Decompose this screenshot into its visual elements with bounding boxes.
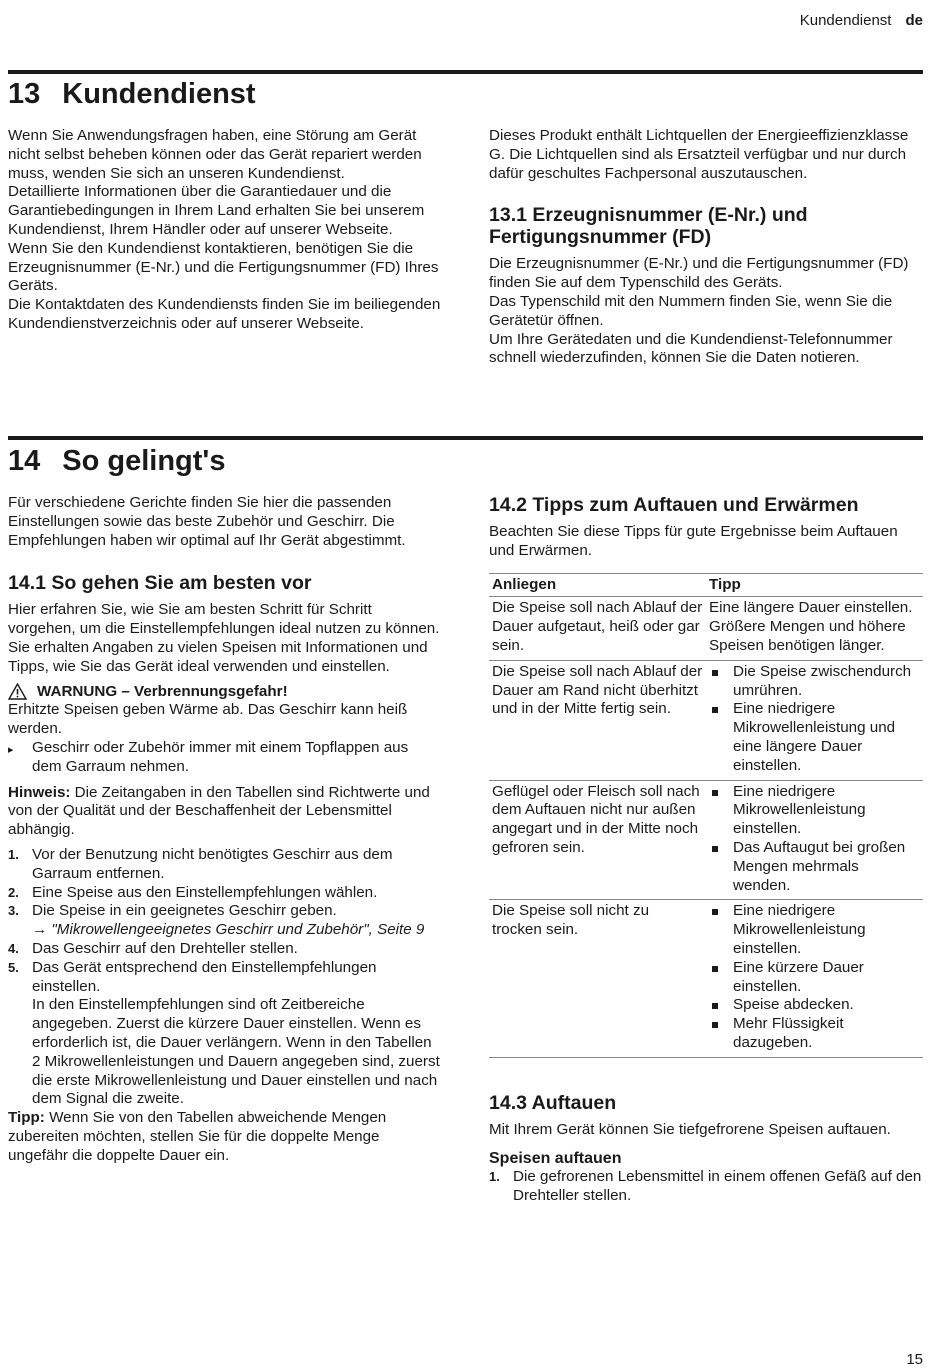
table-cell [706,900,923,1057]
note [8,784,440,840]
list-item [8,902,440,940]
subsection-14-3-heading: 14.3 Auftauen [489,1091,617,1114]
subsection-13-1-heading: 13.1 Erzeugnisnummer (E-Nr.) und Fertigungsnummer (FD) [489,204,808,249]
column-header: Anliegen [489,573,706,597]
warning-action [8,739,440,777]
step-number: 4. [8,940,19,956]
paragraph: Detaillierte Informationen über die Garantiedauer und die Garantiebedingungen in Ihrem Land erhalten Sie bei unserem Kundendienst, Ihrem Händler oder auf unserer Webseite. [8,183,425,238]
list-item [709,839,920,895]
section-rule [8,70,923,74]
list-item [709,1015,920,1053]
paragraph: Um Ihre Gerätedaten und die Kundendienst-Telefonnummer schnell wiederzufinden, können Sie die Daten notieren. [489,330,893,367]
table-row [489,597,923,660]
list-item [709,902,920,958]
paragraph: Hier erfahren Sie, wie Sie am besten Schritt für Schritt vorgehen, um die Einstellempfehlungen ideal nutzen zu können. Sie erhalten Angaben zu vielen Speisen mit Informationen und Tipps, wie Sie das Gerät ideal verwenden und einstellen. [8,601,440,675]
square-bullet-icon [709,700,733,775]
table-row [489,660,923,780]
warning-action-text: Geschirr oder Zubehör immer mit einem Topflappen aus dem Garraum nehmen. [32,738,409,775]
bullet-text: Das Auftaugut bei großen Mengen mehrmals wenden. [733,838,906,894]
paragraph: Beachten Sie diese Tipps für gute Ergebnisse beim Auftauen und Erwärmen. [489,523,898,559]
list-item [709,663,920,701]
section-number: 13 [8,78,41,110]
paragraph: Wenn Sie Anwendungsfragen haben, eine Störung am Gerät nicht selbst beheben können oder das Gerät repariert werden muss, wenden Sie sich an unseren Kundendienst. [8,127,422,182]
section-13-left-column [8,127,442,334]
square-bullet-icon [709,902,733,958]
step-number: 1. [8,846,19,862]
table-cell [706,780,923,900]
bullet-text: Eine niedrigere Mikrowellenleistung einstellen. [733,782,866,838]
step-text: Das Geschirr auf den Drehteller stellen. [32,939,298,957]
page-number: 15 [906,1351,923,1368]
sub-heading: Speisen auftauen [489,1149,622,1167]
table-row [489,900,923,1057]
bullet-text: Speise abdecken. [733,996,854,1014]
table-cell: Die Speise soll nicht zu trocken sein. [489,900,706,1057]
table-row [489,780,923,900]
list-item [709,700,920,775]
square-bullet-icon [709,1015,733,1053]
step-text: Eine Speise aus den Einstellempfehlungen wählen. [32,883,378,901]
steps-list [8,846,440,1109]
table-cell: Eine längere Dauer einstellen. Größere Mengen und höhere Speisen benötigen länger. [706,597,923,660]
square-bullet-icon [709,996,733,1015]
section-title: Kundendienst [62,78,256,110]
paragraph: Wenn Sie den Kundendienst kontaktieren, benötigen Sie die Erzeugnisnummer (E-Nr.) und die Fertigungsnummer (FD) Ihres Geräts. [8,239,439,295]
step-text: Vor der Benutzung nicht benötigtes Geschirr aus dem Garraum entfernen. [32,845,393,882]
list-item [8,846,440,884]
step-extra-text: In den Einstellempfehlungen sind oft Zeitbereiche angegeben. Zuerst die kürzere Dauer einstellen. Wenn es erforderlich ist, die Dauer verlängern. Wenn in den Tabellen 2 Mikrowellenleistungen und Dauern angegeben sind, zuerst die erste Mikrowellenleistung und Dauer einstellen und nach dem Signal die zweite. [32,996,440,1108]
list-item [8,940,440,959]
cross-reference-link[interactable]: → "Mikrowellengeeignetes Geschirr und Zubehör", Seite 9 [32,921,425,939]
warning-triangle-icon [8,683,27,700]
paragraph: Mit Ihrem Gerät können Sie tiefgefrorene Speisen auftauen. [489,1120,891,1138]
section-title: So gelingt's [62,445,226,477]
section-number: 14 [8,445,41,477]
section-14-right-column [489,494,923,1206]
step-number: 3. [8,903,19,919]
warning-text: Erhitzte Speisen geben Wärme ab. Das Geschirr kann heiß werden. [8,701,408,738]
running-header [800,12,923,29]
bullet-text: Eine niedrigere Mikrowellenleistung einstellen. [733,902,866,957]
tips-table [489,573,923,1058]
note-label: Hinweis: [8,783,71,801]
square-bullet-icon [709,663,733,701]
list-item [8,959,440,1109]
warning-heading [8,683,440,702]
triangle-bullet-icon: ▸ [8,743,14,756]
paragraph: Für verschiedene Gerichte finden Sie hier die passenden Einstellungen sowie das beste Zubehör und Geschirr. Die Empfehlungen haben wir optimal auf Ihr Gerät abgestimmt. [8,494,406,549]
header-section: Kundendienst [799,12,892,29]
section-rule [8,436,923,440]
list-item [709,959,920,997]
section-14-heading [8,445,225,478]
square-bullet-icon [709,783,733,839]
table-cell: Die Speise soll nach Ablauf der Dauer am Rand nicht überhitzt und in der Mitte fertig sein. [489,660,706,780]
column-header: Tipp [706,573,923,597]
paragraph: Dieses Produkt enthält Lichtquellen der Energieeffizienzklasse G. Die Lichtquellen sind als Ersatzteil verfügbar und nur durch dafür geschultes Fachpersonal auszutauschen. [489,127,909,182]
bullet-text: Mehr Flüssigkeit dazugeben. [733,1015,844,1051]
table-cell: Geflügel oder Fleisch soll nach dem Auftauen nicht nur außen angegart und in der Mitte noch gefroren sein. [489,780,706,900]
tip [8,1109,440,1165]
subsection-14-1-heading: 14.1 So gehen Sie am besten vor [8,572,312,595]
tip-label: Tipp: [8,1109,45,1127]
paragraph: Das Typenschild mit den Nummern finden Sie, wenn Sie die Gerätetür öffnen. [489,292,893,329]
section-13-heading [8,78,256,111]
header-language: de [905,12,923,29]
bullet-text: Die Speise zwischendurch umrühren. [733,662,912,699]
list-item [709,996,920,1015]
paragraph: Die Erzeugnisnummer (E-Nr.) und die Fertigungsnummer (FD) finden Sie auf dem Typenschild des Geräts. [489,255,909,292]
bullet-text: Eine kürzere Dauer einstellen. [733,958,864,995]
tip-text: Wenn Sie von den Tabellen abweichende Mengen zubereiten möchten, stellen Sie für die doppelte Menge ungefähr die doppelte Dauer ein. [8,1109,387,1164]
table-cell: Die Speise soll nach Ablauf der Dauer aufgetaut, heiß oder gar sein. [489,597,706,660]
step-number: 2. [8,884,19,900]
step-text: Die gefrorenen Lebensmittel in einem offenen Gefäß auf den Drehteller stellen. [513,1168,922,1205]
step-number: 5. [8,959,19,975]
section-13-right-column [489,127,921,368]
step-text: Die Speise in ein geeignetes Geschirr geben. [32,902,337,920]
section-14-left-column [8,494,440,1166]
square-bullet-icon [709,839,733,895]
list-item [8,884,440,903]
table-header-row [489,573,923,597]
list-item [709,783,920,839]
bullet-text: Eine niedrigere Mikrowellenleistung und eine längere Dauer einstellen. [733,700,896,774]
subsection-14-2-heading: 14.2 Tipps zum Auftauen und Erwärmen [489,494,859,516]
note-text: Die Zeitangaben in den Tabellen sind Richtwerte und von der Qualität und der Beschaffenheit der Lebensmittel abhängig. [8,783,430,839]
list-item [489,1168,923,1206]
warning-title: WARNUNG – Verbrennungsgefahr! [37,682,288,700]
paragraph: Die Kontaktdaten des Kundendiensts finden Sie im beiliegenden Kundendienstverzeichnis oder auf unserer Webseite. [8,296,441,332]
step-text: Das Gerät entsprechend den Einstellempfehlungen einstellen. [32,958,377,995]
square-bullet-icon [709,959,733,997]
table-cell [706,660,923,780]
step-number: 1. [489,1169,500,1185]
